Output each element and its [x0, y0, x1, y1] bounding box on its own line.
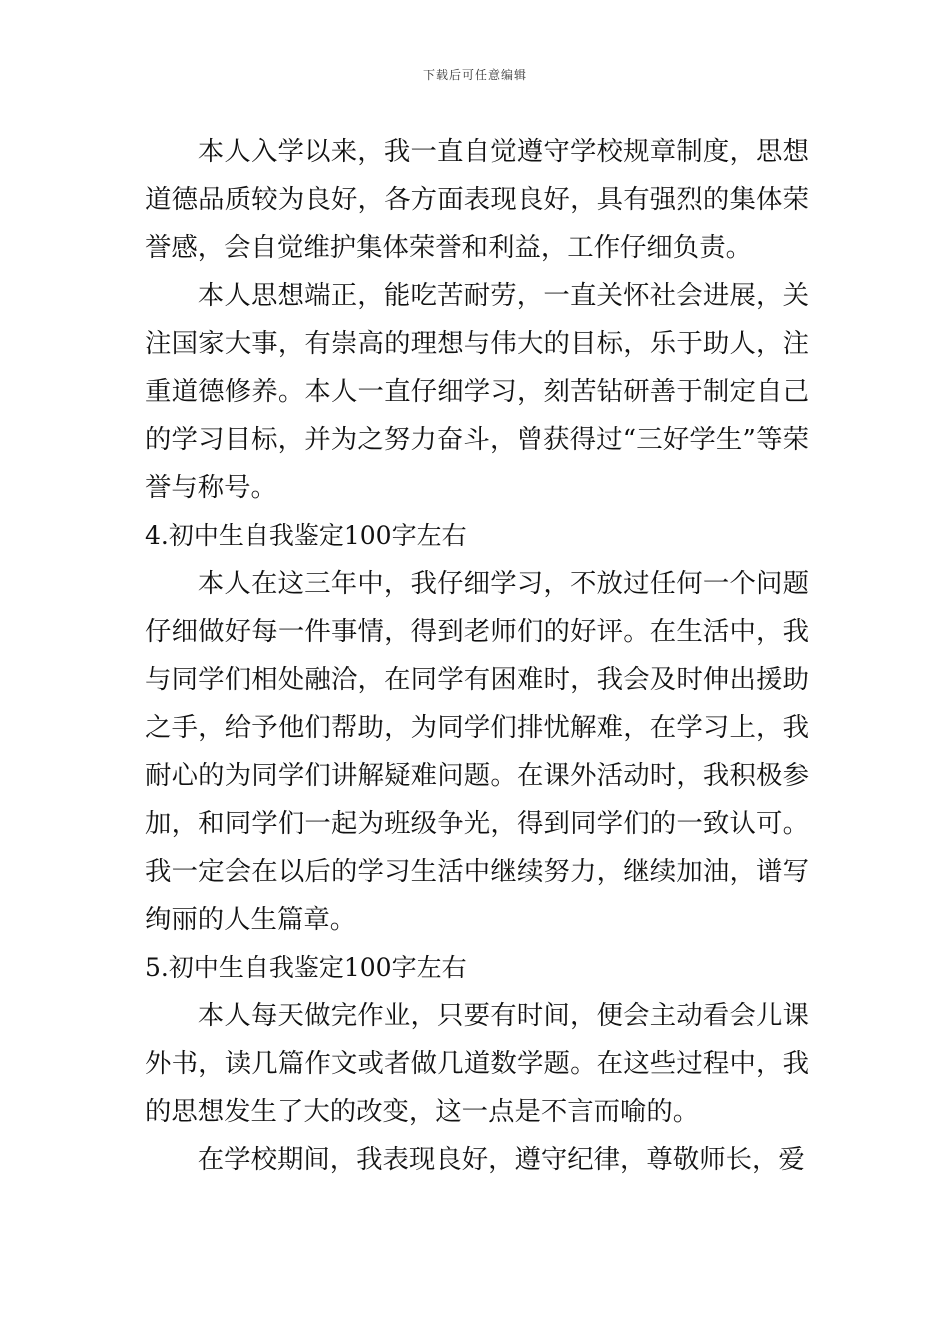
document-body — [145, 128, 809, 1184]
paragraph-thought: 本人思想端正，能吃苦耐劳，一直关怀社会进展，关注国家大事，有崇高的理想与伟大的目标，乐于助人，注重道德修养。本人一直仔细学习，刻苦钻研善于制定自己的学习目标，并为之努力奋斗，曾获得过“三好学生”等荣誉与称号。 — [145, 280, 809, 503]
paragraph-school-period: 在学校期间，我表现良好，遵守纪律，尊敬师长，爱 — [197, 1144, 805, 1175]
paragraph-conduct: 本人入学以来，我一直自觉遵守学校规章制度，思想道德品质较为良好，各方面表现良好，具有强烈的集体荣誉感，会自觉维护集体荣誉和利益，工作仔细负责。 — [145, 136, 809, 263]
section-heading-4: 4.初中生自我鉴定100字左右 — [145, 521, 467, 550]
paragraph-three-years: 本人在这三年中，我仔细学习，不放过任何一个问题仔细做好每一件事情，得到老师们的好评。在生活中，我与同学们相处融洽，在同学有困难时，我会及时伸出援助之手，给予他们帮助，为同学们排忧解难，在学习上，我耐心的为同学们讲解疑难问题。在课外活动时，我积极参加，和同学们一起为班级争光，得到同学们的一致认可。我一定会在以后的学习生活中继续努力，继续加油，谱写绚丽的人生篇章。 — [145, 568, 809, 935]
page-header-note: 下载后可任意编辑 — [422, 68, 527, 82]
paragraph-homework: 本人每天做完作业，只要有时间，便会主动看会儿课外书，读几篇作文或者做几道数学题。在这些过程中，我的思想发生了大的改变，这一点是不言而喻的。 — [145, 1000, 809, 1127]
section-heading-5: 5.初中生自我鉴定100字左右 — [145, 953, 467, 982]
